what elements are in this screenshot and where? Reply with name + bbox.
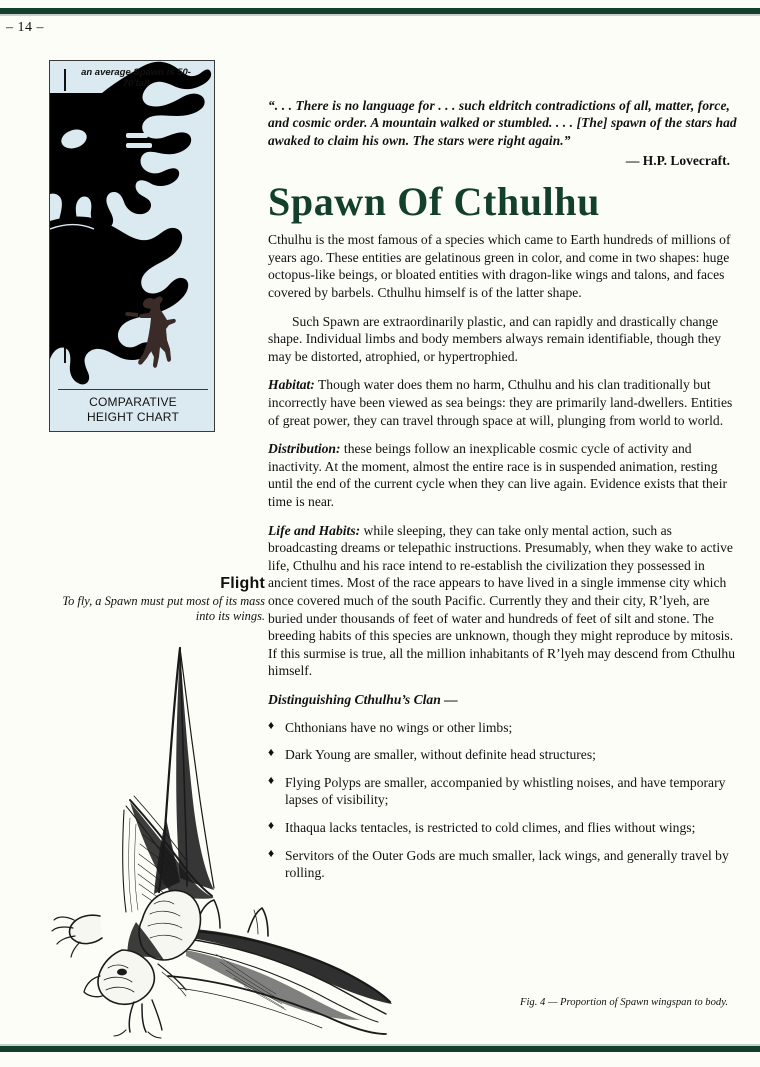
paragraph-lead: Distribution: [268, 441, 341, 457]
height-chart-label-line2: HEIGHT CHART [87, 409, 179, 424]
list-item-text: Chthonians have no wings or other limbs; [285, 719, 513, 735]
spawn-wingspan-illustration [30, 620, 430, 1040]
paragraph-text: Such Spawn are extraordinarily plastic, and can rapidly and drastically change shape. Individual limbs and body members always remain identifiable, though they may be distorted, atrophied, or hypertrophied. [268, 313, 722, 364]
flight-heading: Flight [220, 575, 265, 592]
page-number: – 14 – [6, 20, 44, 35]
winged-spawn-icon [30, 620, 430, 1040]
figure-caption: Fig. 4 — Proportion of Spawn wingspan to body. [520, 997, 728, 1008]
paragraph-intro [268, 231, 738, 301]
header-rule [0, 8, 760, 14]
footer-rule [0, 1046, 760, 1052]
paragraph-habitat [268, 376, 738, 429]
height-chart-note: an average Spawn is 50-70'tall [81, 67, 191, 90]
flight-caption-block [40, 575, 265, 624]
height-chart-artwork [50, 61, 214, 431]
paragraph-text: while sleeping, they can take only mental action, such as broadcasting dreams or telepathic instructions. Presumably, when they wake to active life, Cthulhu and his race intend to re-establish the civilization they possessed in ancient times. Most of the race appears to have lived in a single immense city which once covered much of the south Pacific. Currently they and their city, R’lyeh, are buried under thousands of feet of water and hundreds of feet of silt and stone. The breeding habits of this species are unknown, though they might reproduce by mitosis. If this surmise is true, all the million inhabitants of R’lyeh may descend from Cthulhu himself. [268, 522, 736, 679]
height-chart-label-line1: COMPARATIVE [89, 395, 177, 409]
list-item-text: Ithaqua lacks tentacles, is restricted to cold climes, and flies without wings; [285, 819, 696, 835]
paragraph-plasticity [268, 313, 738, 366]
paragraph-lead: Life and Habits: [268, 522, 361, 538]
paragraph-text: Cthulhu is the most famous of a species which came to Earth hundreds of millions of years ago. These entities are gelatinous green in color, and come in two shapes: huge octopus-like beings, or bloated entities with dragon-like wings and talons, and faces covered by barbels. Cthulhu himself is of the latter shape. [268, 232, 731, 301]
clan-subheading: Distinguishing Cthulhu’s Clan — [268, 691, 458, 707]
diamond-bullet-icon: ♦ [268, 817, 275, 832]
diamond-bullet-icon: ♦ [268, 845, 275, 860]
paragraph-distribution [268, 440, 738, 510]
epigraph-attribution: — H.P. Lovecraft. [625, 153, 730, 169]
paragraph-lead: Habitat: [268, 377, 315, 393]
epigraph-quote: “. . . There is no language for . . . such eldritch contradictions of all, matter, force, and cosmic order. A mountain walked or stumbled. . . . [The] spawn of the stars had awaked to claim his own. The stars were right again.” [268, 98, 737, 148]
spawn-silhouette-icon [50, 61, 214, 431]
page-title: Spawn Of Cthulhu [268, 179, 600, 225]
paragraph-text: Though water does them no harm, Cthulhu and his clan traditionally but incorrectly have been viewed as sea beings: they are primarily land-dwellers. Entities of great power, they can travel through space at will, plunging from world to world. [268, 377, 733, 428]
flight-caption-text: To fly, a Spawn must put most of its mass into its wings. [62, 594, 265, 623]
list-item-text: Dark Young are smaller, without definite head structures; [285, 747, 596, 763]
diamond-bullet-icon: ♦ [268, 717, 275, 732]
diamond-bullet-icon: ♦ [268, 772, 275, 787]
height-chart-divider [58, 389, 208, 390]
diamond-bullet-icon: ♦ [268, 745, 275, 760]
paragraph-text: these beings follow an inexplicable cosmic cycle of activity and inactivity. At the moment, almost the entire race is in suspended animation, resting until the end of the current cycle when they can live again. Evidence exists that their time is near. [268, 441, 727, 509]
list-item-text: Servitors of the Outer Gods are much smaller, lack wings, and generally travel by rolling. [285, 847, 729, 881]
list-item-text: Flying Polyps are smaller, accompanied by whistling noises, and have temporary lapses of visibility; [285, 774, 726, 808]
height-chart-label [50, 395, 214, 424]
comparative-height-chart [49, 60, 215, 432]
